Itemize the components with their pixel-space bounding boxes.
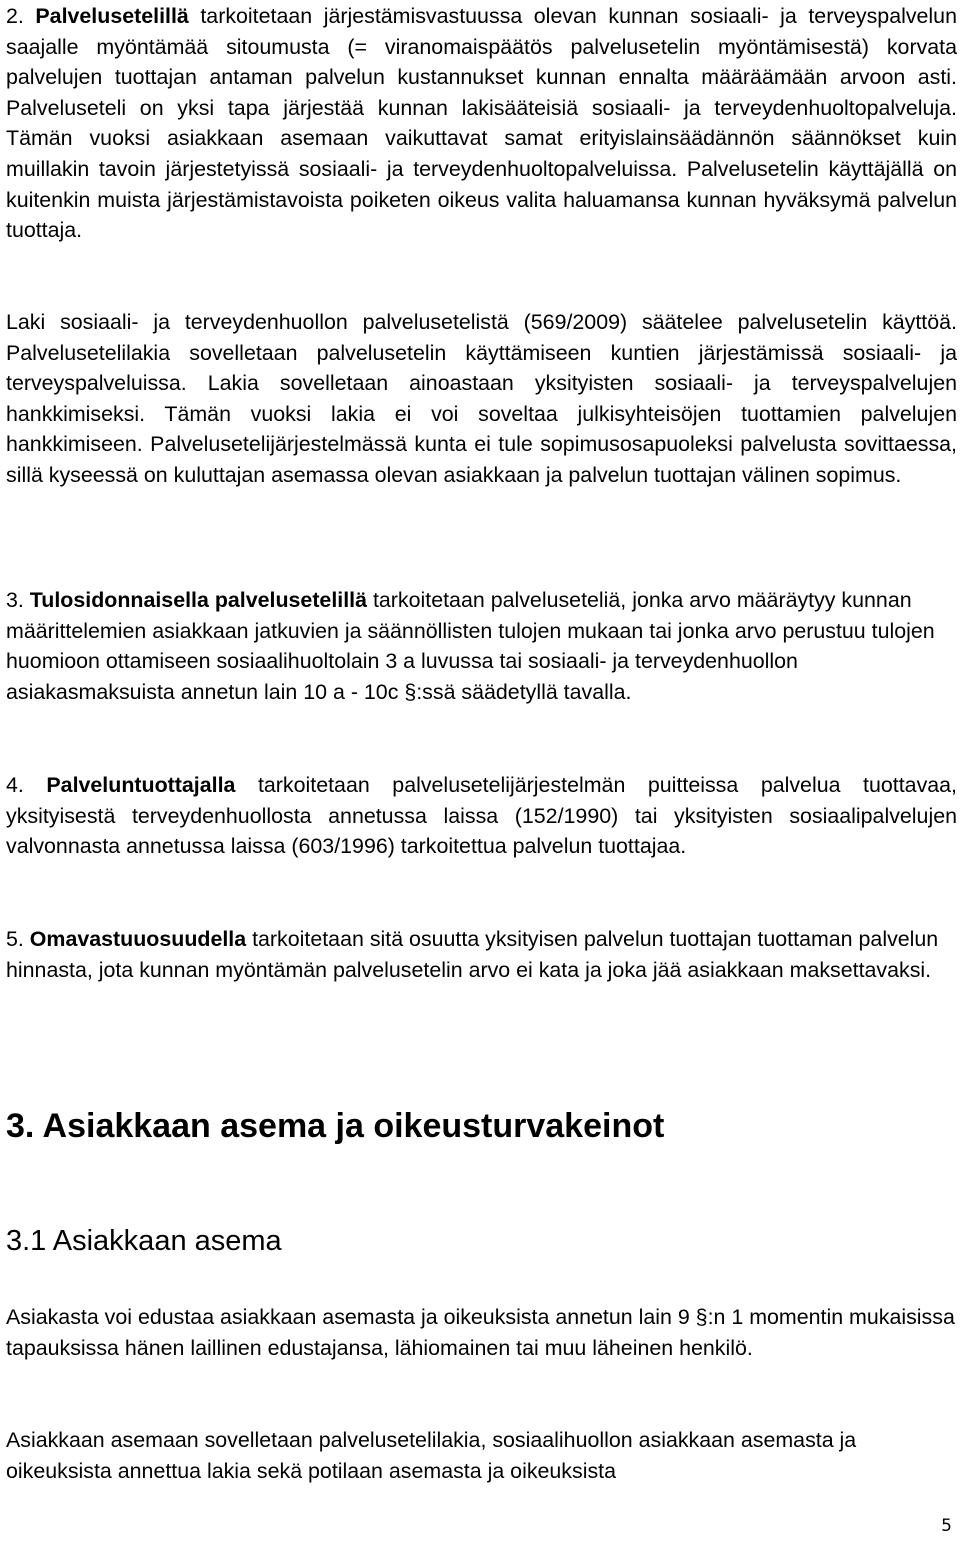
definition-text: tarkoitetaan palvelusetelijärjestelmän puitteissa palvelua tuottavaa, yksityisestä terveydenhuollosta annetussa laissa (152/1990) tai yksityisten sosiaalipalvelujen valvonnasta annetussa laissa (603/1996) tarkoitettua palvelun tuottajaa. [6, 773, 957, 859]
subsection-paragraph: Asiakkaan asemaan sovelletaan palvelusetelilakia, sosiaalihuollon asiakkaan asemasta ja oikeuksista annettua lakia sekä potilaan asemasta ja oikeuksista [6, 1428, 857, 1483]
definition-text: tarkoitetaan järjestämisvastuussa olevan kunnan sosiaali- ja terveyspalvelun saajalle myöntämää sitoumusta (= viranomaispäätös palvelusetelin myöntämisestä) korvata palvelujen tuottajan antaman palvelun kustannukset kunnan ennalta määräämään arvoon asti. Palveluseteli on yksi tapa järjestää kunnan lakisääteisiä sosiaali- ja terveydenhuoltopalveluja. Tämän vuoksi asiakkaan asemaan vaikuttavat samat erityislainsäädännön säännökset kuin muillakin tavoin järjestetyissä sosiaali- ja terveydenhuoltopalveluissa. Palvelusetelin käyttäjällä on kuitenkin muista järjestämistavoista poiketen oikeus valita haluamansa kunnan hyväksymä palvelun tuottaja. [6, 4, 957, 243]
item-number: 2. [6, 4, 24, 28]
defined-term: Palveluntuottajalla [46, 773, 236, 797]
item-number: 5. [6, 927, 24, 951]
defined-term: Palvelusetelillä [35, 4, 189, 28]
page-number: 5 [941, 1516, 952, 1536]
definition-item-5 [6, 924, 957, 985]
subsection-paragraph: Asiakasta voi edustaa asiakkaan asemasta ja oikeuksista annetun lain 9 §:n 1 momentin mukaisissa tapauksissa hänen laillinen edustajansa, lähiomainen tai muu läheinen henkilö. [6, 1305, 955, 1360]
definition-item-2 [6, 1, 957, 246]
item-number: 3. [6, 588, 24, 612]
definition-text: tarkoitetaan sitä osuutta yksityisen palvelun tuottajan tuottaman palvelun hinnasta, jota kunnan myöntämän palvelusetelin arvo ei kata ja joka jää asiakkaan maksettavaksi. [6, 927, 939, 982]
definition-item-3 [6, 585, 957, 707]
definition-text: tarkoitetaan palveluseteliä, jonka arvo määräytyy kunnan määrittelemien asiakkaan jatkuvien ja säännöllisten tulojen mukaan tai jonka arvo perustuu tulojen huomioon ottamiseen sosiaalihuoltolain 3 a luvussa tai sosiaali- ja terveydenhuollon asiakasmaksuista annetun lain 10 a - 10c §:ssä säädetyllä tavalla. [6, 588, 935, 704]
item-number: 4. [6, 773, 24, 797]
subsection-heading: 3.1 Asiakkaan asema [6, 1225, 282, 1257]
section-heading: 3. Asiakkaan asema ja oikeusturvakeinot [6, 1107, 665, 1145]
defined-term: Tulosidonnaisella palvelusetelillä [29, 588, 368, 612]
defined-term: Omavastuuosuudella [29, 927, 247, 951]
definition-item-4 [6, 770, 957, 862]
law-paragraph: Laki sosiaali- ja terveydenhuollon palvelusetelistä (569/2009) säätelee palvelusetelin käyttöä. Palvelusetelilakia sovelletaan palvelusetelin käyttämiseen kuntien järjestämissä sosiaali- ja terveyspalveluissa. Lakia sovelletaan ainoastaan yksityisten sosiaali- ja terveyspalvelujen hankkimiseksi. Tämän vuoksi lakia ei voi soveltaa julkisyhteisöjen tuottamien palvelujen hankkimiseen. Palvelusetelijärjestelmässä kunta ei tule sopimusosapuoleksi palvelusta sovittaessa, sillä kyseessä on kuluttajan asemassa olevan asiakkaan ja palvelun tuottajan välinen sopimus. [6, 310, 957, 487]
